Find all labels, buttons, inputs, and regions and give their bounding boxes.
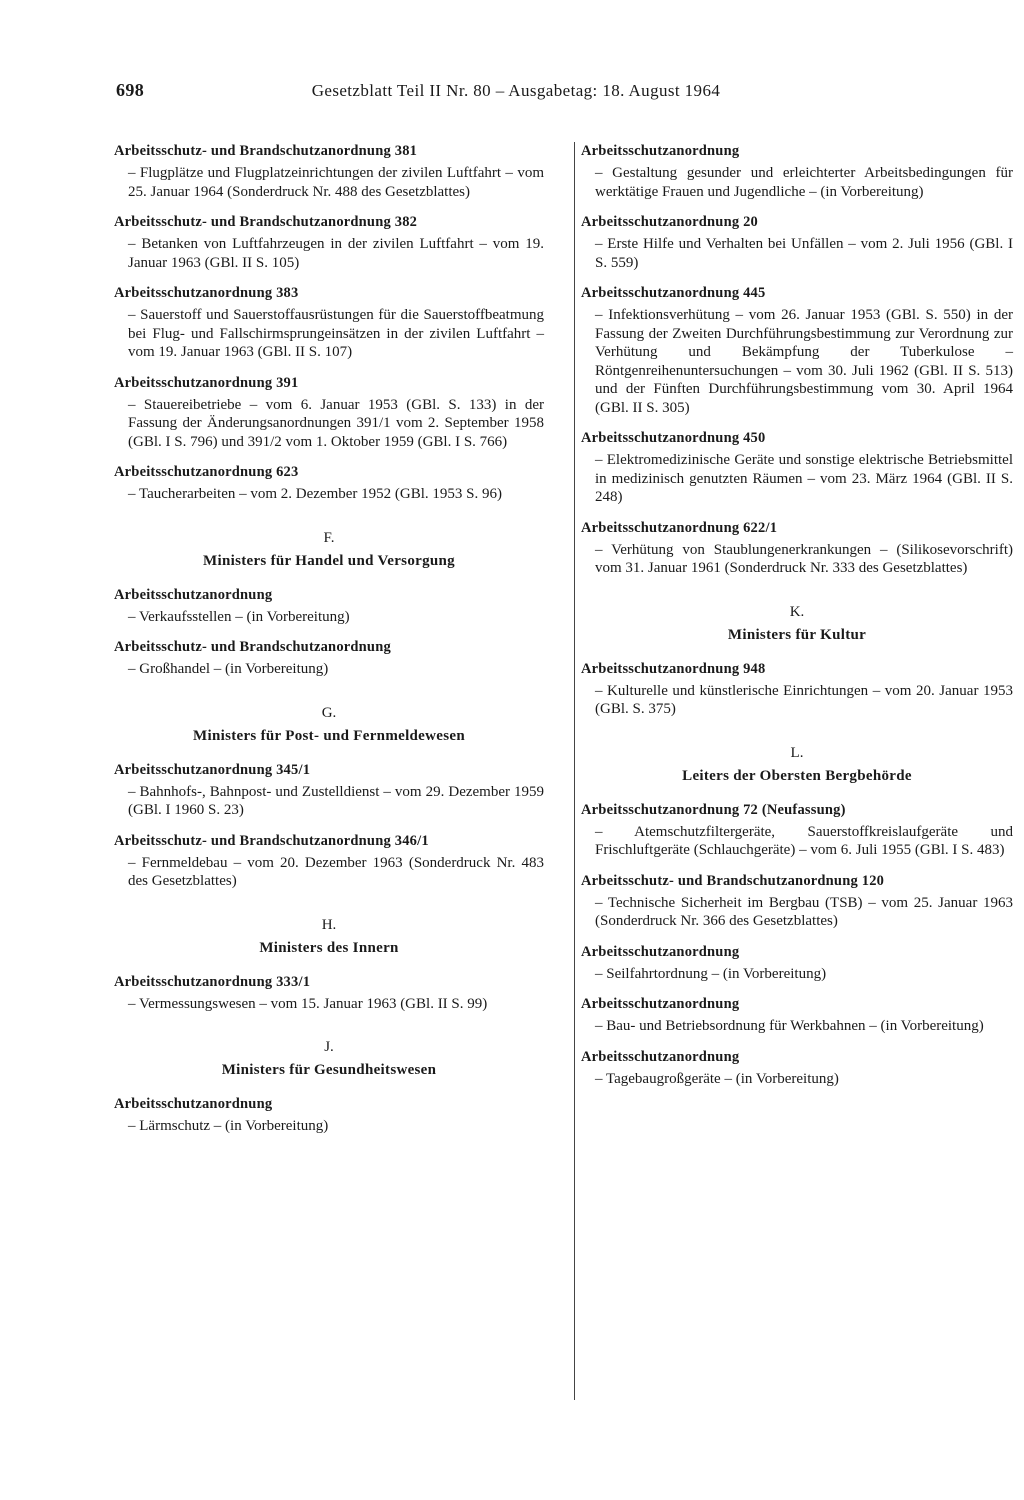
regulation-title: Arbeitsschutzanordnung 391	[114, 374, 299, 391]
ministry-heading-f: Ministers für Handel und Versorgung	[203, 552, 455, 569]
regulation-entry	[581, 660, 1013, 719]
regulation-body: – Tagebaugroßgeräte – (in Vorbereitung)	[595, 1070, 839, 1087]
regulation-entry	[581, 1048, 1013, 1089]
regulation-body: – Flugplätze und Flugplatzeinrichtungen der zivilen Luftfahrt – vom 25. Januar 1964 (Sonderdruck Nr. 488 des Gesetzblattes)	[128, 165, 544, 200]
regulation-body: – Fernmeldebau – vom 20. Dezember 1963 (Sonderdruck Nr. 483 des Gesetzblattes)	[128, 854, 544, 889]
regulation-body: – Stauereibetriebe – vom 6. Januar 1953 (GBl. S. 133) in der Fassung der Änderungsanordnungen 391/1 vom 2. September 1958 (GBl. I S. 796) und 391/2 vom 1. Oktober 1959 (GBl. I S. 766)	[128, 396, 544, 450]
regulation-title: Arbeitsschutzanordnung 445	[581, 285, 766, 301]
regulation-entry	[581, 142, 1013, 201]
entries-g	[114, 761, 544, 891]
regulation-body: – Verhütung von Staublungenerkrankungen – (Silikosevorschrift) vom 31. Januar 1961 (Sonderdruck Nr. 333 des Gesetzblattes)	[595, 541, 1013, 576]
regulation-body: – Großhandel – (in Vorbereitung)	[128, 661, 329, 677]
regulation-body: – Verkaufsstellen – (in Vorbereitung)	[128, 608, 350, 625]
regulation-title: Arbeitsschutzanordnung 622/1	[581, 519, 778, 536]
page-header	[116, 80, 806, 110]
regulation-entry	[114, 638, 544, 679]
regulation-body: – Atemschutzfiltergeräte, Sauerstoffkreislaufgeräte und Frischluftgeräte (Schlauchgeräte) – vom 6. Juli 1955 (GBl. I S. 483)	[595, 823, 1013, 858]
regulation-title: Arbeitsschutz- und Brandschutzanordnung 346/1	[114, 832, 429, 849]
regulation-body: – Infektionsverhütung – vom 26. Januar 1953 (GBl. S. 550) in der Fassung der Zweiten Durchführungsbestimmung zur Verordnung zur Verhütung und Bekämpfung der Tuberkulose – Röntgenreihenuntersuchungen – vom 30. Juli 1962 (GBl. II S. 513) und der Fünften Durchführungsbestimmung vom 30. April 1964 (GBl. II S. 305)	[595, 307, 1013, 416]
regulation-body: – Betanken von Luftfahrzeugen in der zivilen Luftfahrt – vom 19. Januar 1963 (GBl. II S. 105)	[128, 236, 544, 271]
regulation-body: – Gestaltung gesunder und erleichterter Arbeitsbedingungen für werktätige Frauen und Jugendliche – (in Vorbereitung)	[595, 165, 1013, 200]
regulation-title: Arbeitsschutz- und Brandschutzanordnung	[114, 639, 391, 655]
section-letter-k: K.	[789, 603, 805, 620]
regulation-entry	[114, 374, 544, 452]
regulation-entry	[114, 1095, 544, 1136]
section-letter-f: F.	[323, 529, 335, 546]
right-column	[574, 142, 1013, 1400]
regulation-title: Arbeitsschutzanordnung	[581, 996, 740, 1012]
regulation-title: Arbeitsschutzanordnung	[581, 1048, 740, 1065]
regulation-title: Arbeitsschutz- und Brandschutzanordnung 381	[114, 143, 418, 159]
regulation-entry	[581, 429, 1013, 507]
ministry-heading-l: Leiters der Obersten Bergbehörde	[682, 767, 912, 784]
page-title: Gesetzblatt Teil II Nr. 80 – Ausgabetag: 18. August 1964	[311, 81, 721, 100]
entries-f	[114, 586, 544, 679]
left-column	[114, 142, 544, 1148]
regulation-body: – Kulturelle und künstlerische Einrichtungen – vom 20. Januar 1953 (GBl. S. 375)	[595, 682, 1013, 717]
regulation-title: Arbeitsschutz- und Brandschutzanordnung 120	[581, 872, 885, 889]
regulation-title: Arbeitsschutzanordnung 383	[114, 285, 299, 301]
regulation-entry	[581, 519, 1013, 578]
regulation-body: – Elektromedizinische Geräte und sonstige elektrische Betriebsmittel in medizinisch genutzten Räumen – vom 23. März 1964 (GBl. II S. 248)	[595, 452, 1013, 505]
regulation-title: Arbeitsschutzanordnung	[114, 1096, 273, 1112]
regulation-entry	[581, 943, 1013, 984]
regulation-body: – Vermessungswesen – vom 15. Januar 1963 (GBl. II S. 99)	[128, 995, 488, 1012]
ministry-heading-k: Ministers für Kultur	[727, 626, 867, 643]
regulation-entry	[114, 973, 544, 1014]
regulation-entry	[114, 213, 544, 272]
ministry-heading-g: Ministers für Post- und Fernmeldewesen	[193, 727, 465, 744]
ministry-heading-h: Ministers des Innern	[259, 939, 399, 956]
section-letter-j: J.	[324, 1039, 334, 1055]
regulation-entry	[114, 142, 544, 201]
entries-j-continued	[581, 142, 1013, 578]
regulation-body: – Lärmschutz – (in Vorbereitung)	[128, 1118, 329, 1134]
regulation-entry	[581, 872, 1013, 931]
page-number: 698	[116, 80, 145, 100]
entries-k	[581, 660, 1013, 719]
regulation-entry	[581, 284, 1013, 417]
regulation-title: Arbeitsschutzanordnung 333/1	[114, 973, 311, 990]
regulation-entry	[581, 213, 1013, 272]
entries-l	[581, 801, 1013, 1089]
regulation-body: – Bahnhofs-, Bahnpost- und Zustelldienst – vom 29. Dezember 1959 (GBl. I 1960 S. 23)	[128, 783, 544, 818]
section-letter-h: H.	[321, 916, 337, 933]
regulation-title: Arbeitsschutzanordnung 345/1	[114, 761, 311, 778]
regulation-title: Arbeitsschutzanordnung 948	[581, 660, 766, 677]
regulation-body: – Technische Sicherheit im Bergbau (TSB) – vom 25. Januar 1963 (Sonderdruck Nr. 366 des Gesetzblattes)	[595, 894, 1013, 929]
regulation-title: Arbeitsschutzanordnung 20	[581, 214, 759, 230]
ministry-heading-j: Ministers für Gesundheitswesen	[221, 1062, 437, 1078]
regulation-body: – Taucherarbeiten – vom 2. Dezember 1952 (GBl. 1953 S. 96)	[128, 486, 502, 502]
section-letter-l: L.	[790, 744, 804, 761]
regulation-entry	[581, 995, 1013, 1036]
regulation-title: Arbeitsschutzanordnung	[581, 143, 740, 159]
regulation-title: Arbeitsschutzanordnung	[114, 586, 273, 603]
regulation-title: Arbeitsschutzanordnung 623	[114, 464, 299, 480]
regulation-body: – Bau- und Betriebsordnung für Werkbahnen – (in Vorbereitung)	[595, 1018, 984, 1034]
regulation-body: – Sauerstoff und Sauerstoffausrüstungen für die Sauerstoffbeatmung bei Flug- und Fallschirmsprungeinsätzen in der zivilen Luftfahrt – vom 19. Januar 1963 (GBl. II S. 107)	[128, 307, 544, 360]
regulation-title: Arbeitsschutzanordnung	[581, 943, 740, 960]
regulation-entry	[114, 761, 544, 820]
regulation-entry	[114, 832, 544, 891]
regulation-entry	[114, 284, 544, 362]
regulation-title: Arbeitsschutz- und Brandschutzanordnung 382	[114, 214, 418, 230]
regulation-title: Arbeitsschutzanordnung 72 (Neufassung)	[581, 801, 846, 818]
entries-h	[114, 973, 544, 1014]
regulation-body: – Seilfahrtordnung – (in Vorbereitung)	[595, 965, 827, 982]
regulation-title: Arbeitsschutzanordnung 450	[581, 430, 766, 446]
entries-j	[114, 1095, 544, 1136]
regulation-entry	[581, 801, 1013, 860]
regulation-body: – Erste Hilfe und Verhalten bei Unfällen – vom 2. Juli 1956 (GBl. I S. 559)	[595, 236, 1013, 271]
section-letter-g: G.	[321, 704, 337, 721]
entries-a	[114, 142, 544, 504]
regulation-entry	[114, 586, 544, 627]
regulation-entry	[114, 463, 544, 504]
